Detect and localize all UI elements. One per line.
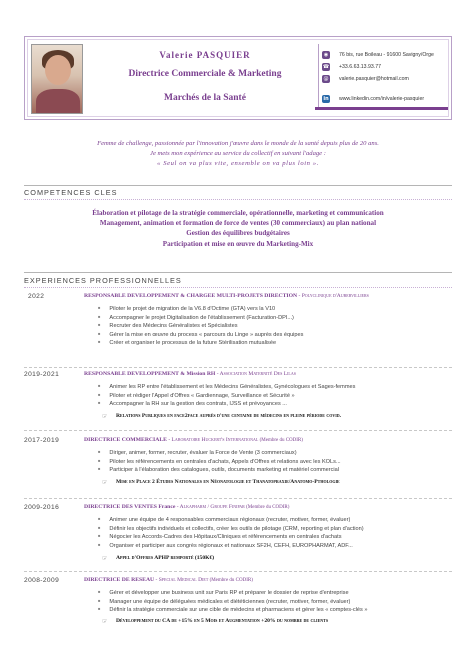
entry-divider (24, 430, 452, 431)
job-date: 2017-2019 (24, 437, 60, 444)
job-achievement (102, 555, 214, 561)
job-role: DIRECTRICE DE RESEAU (84, 577, 155, 583)
list-item: ■ Définir la stratégie commerciale sur une cible de médecins et pharmaciens et gérer les « comptes-clés » (98, 606, 458, 615)
pointing-hand-icon: ☞ (102, 555, 108, 562)
list-item: ■ Piloter les référencements en centrales d'achats, Appels d'Offres et relations avec les KOLs... (98, 458, 458, 467)
job-subtitle: Marchés de la Santé (164, 93, 246, 103)
job-bullets (98, 449, 458, 475)
list-item: ■ Créer et organiser le processus de la future Stérilisation mutualisée (98, 339, 458, 348)
list-item: ■ Gérer et développer une business unit sur Paris RP et préparer le dossier de reprise d'entreprise (98, 589, 458, 598)
job-company: - Association Maternité Des Lilas (215, 371, 296, 377)
job-bullets (98, 305, 458, 348)
email-link[interactable]: valerie.pasquier@hotmail.com (339, 76, 409, 82)
job-bullets (98, 383, 458, 409)
contact-underbar (315, 107, 448, 110)
list-item: ■ Négocier les Accords-Cadres des Hôpitaux/Cliniques et référencements en centrales d'achats (98, 533, 458, 542)
job-header (84, 504, 454, 510)
list-item: ■ Organiser et participer aux congrès régionaux et nationaux SF2H, CEFH, EUROPHARMAT, ADF... (98, 542, 458, 551)
job-bullets (98, 589, 458, 615)
job-role: RESPONSABLE DEVELOPPEMENT & CHARGEE MULTI-PROJETS DIRECTION (84, 293, 298, 299)
list-item: ■ Animer une équipe de 4 responsables commerciaux régionaux (recruter, motiver, former, évaluer) (98, 516, 458, 525)
job-title: Directrice Commerciale & Marketing (128, 69, 282, 79)
skill-item: Management, animation et formation de force de ventes (30 commerciaux) au plan national (99, 219, 377, 228)
intro-quote: « Seul on va plus vite, ensemble on va plus loin ». (157, 160, 319, 168)
contact-email[interactable] (322, 75, 409, 83)
section-rule (24, 185, 452, 186)
phone-text[interactable]: +33.6.63.13.93.77 (339, 64, 381, 70)
header-divider (318, 44, 319, 110)
skills-heading: COMPETENCES CLES (24, 188, 118, 197)
profile-photo (31, 44, 83, 114)
section-rule (24, 272, 452, 273)
skill-item: Gestion des équilibres budgétaires (186, 229, 290, 238)
experience-heading: EXPERIENCES PROFESSIONNELLES (24, 276, 182, 285)
pointing-hand-icon: ☞ (102, 413, 108, 420)
job-role: DIRECTRICE DES VENTES France (84, 504, 176, 510)
job-role: RESPONSABLE DEVELOPPEMENT & Mission RH (84, 371, 216, 377)
job-achievement (102, 618, 328, 624)
job-company: - Special Medical Diet (154, 577, 209, 583)
list-item: ■ Définir les objectifs individuels et collectifs, créer les outils de pilotage (CRM, reporting et plan d'action) (98, 525, 458, 534)
linkedin-icon: in (323, 96, 329, 102)
list-item: ■ Accompagner la RH sur la gestion des contrats, IJSS et prévoyances ... (98, 400, 458, 409)
pointing-hand-icon: ☞ (102, 618, 108, 625)
location-icon: ◉ (323, 52, 329, 58)
job-header (84, 293, 454, 299)
achievement-text: Relations Publiques en face2face auprès d'une centaine de médecins en pleine période covid. (116, 413, 342, 419)
intro-summary (24, 139, 452, 170)
section-rule (24, 287, 452, 288)
job-header (84, 437, 454, 443)
list-item: ■ Manager une équipe de déléguées médicales et diététiciennes (recruter, motiver, former, évaluer) (98, 598, 458, 607)
intro-line: Femme de challenge, passionnée par l'innovation j'œuvre dans le monde de la santé depuis plus de 20 ans. (97, 140, 379, 147)
phone-icon: ☎ (322, 64, 330, 70)
job-date: 2022 (28, 293, 45, 300)
section-rule (24, 199, 452, 200)
job-bullets (98, 516, 458, 550)
job-company: - Alkapharm / Groupe Finipar (175, 504, 245, 510)
job-role: DIRECTRICE COMMERCIALE (84, 437, 167, 443)
job-header (84, 577, 454, 583)
contact-phone[interactable] (322, 63, 381, 71)
job-note: (Membre du CODIR) (258, 438, 303, 443)
list-item: ■ Piloter et rédiger l'Appel d'Offres « Gardiennage, Surveillance et Sécurité » (98, 392, 458, 401)
job-note: (Membre du CODIR) (208, 578, 253, 583)
linkedin-link[interactable]: www.linkedin.com/in/valerie-pasquier (339, 96, 425, 102)
list-item: ■ Gérer la mise en œuvre du process « parcours du Linge » auprès des équipes (98, 331, 458, 340)
list-item: ■ Diriger, animer, former, recruter, évaluer la Force de Vente (3 commerciaux) (98, 449, 458, 458)
job-achievement (102, 479, 340, 485)
skills-list (24, 208, 452, 249)
list-item: ■ Piloter le projet de migration de la V6.8 d'Octime (GTA) vers la V10 (98, 305, 458, 314)
job-date: 2008-2009 (24, 577, 60, 584)
entry-divider (24, 571, 452, 572)
job-company: - Laboratoire Huckert's International (166, 437, 259, 443)
email-icon: @ (323, 76, 329, 82)
job-date: 2009-2016 (24, 504, 60, 511)
skill-item: Élaboration et pilotage de la stratégie commerciale, opérationnelle, marketing et communication (92, 209, 384, 217)
job-achievement (102, 413, 341, 419)
address-text: 76 bis, rue Boileau - 91600 Savigny/Orge (339, 52, 434, 58)
intro-line: Je mets mon expérience au service du collectif en suivant l'adage : (150, 150, 326, 158)
contact-linkedin[interactable] (322, 95, 424, 103)
list-item: ■ Participer à l'élaboration des catalogues, outils, documents marketing et matériel commercial (98, 466, 458, 475)
contact-address (322, 51, 434, 59)
achievement-text: Appel d'Offres APHP remporté (150K€) (116, 555, 215, 561)
pointing-hand-icon: ☞ (102, 479, 108, 486)
list-item: ■ Animer les RP entre l'établissement et les Médecins Généralistes, Gynécologues et Sages-femmes (98, 383, 458, 392)
entry-divider (24, 498, 452, 499)
achievement-text: Développement du CA de +15% en 5 Mois et Augmentation +20% du nombre de clients (116, 618, 329, 624)
list-item: ■ Recruter des Médecins Généralistes et Spécialistes (98, 322, 458, 331)
achievement-text: Mise en Place 2 Études Nationales en Néonatologie et Thanatopraxie/Anatomo-Pthologie (116, 479, 340, 485)
skill-item: Participation et mise en œuvre du Marketing-Mix (162, 239, 314, 248)
candidate-name: Valerie PASQUIER (159, 50, 251, 60)
job-date: 2019-2021 (24, 371, 60, 378)
list-item: ■ Accompagner le projet Digitalisation de l'établissement (Facturation-DPI...) (98, 314, 458, 323)
entry-divider (24, 367, 452, 368)
job-header (84, 371, 454, 377)
job-company: - Polyclinique d'Aubervilliers (297, 293, 369, 299)
job-note: (Membre du CODIR) (244, 505, 290, 510)
